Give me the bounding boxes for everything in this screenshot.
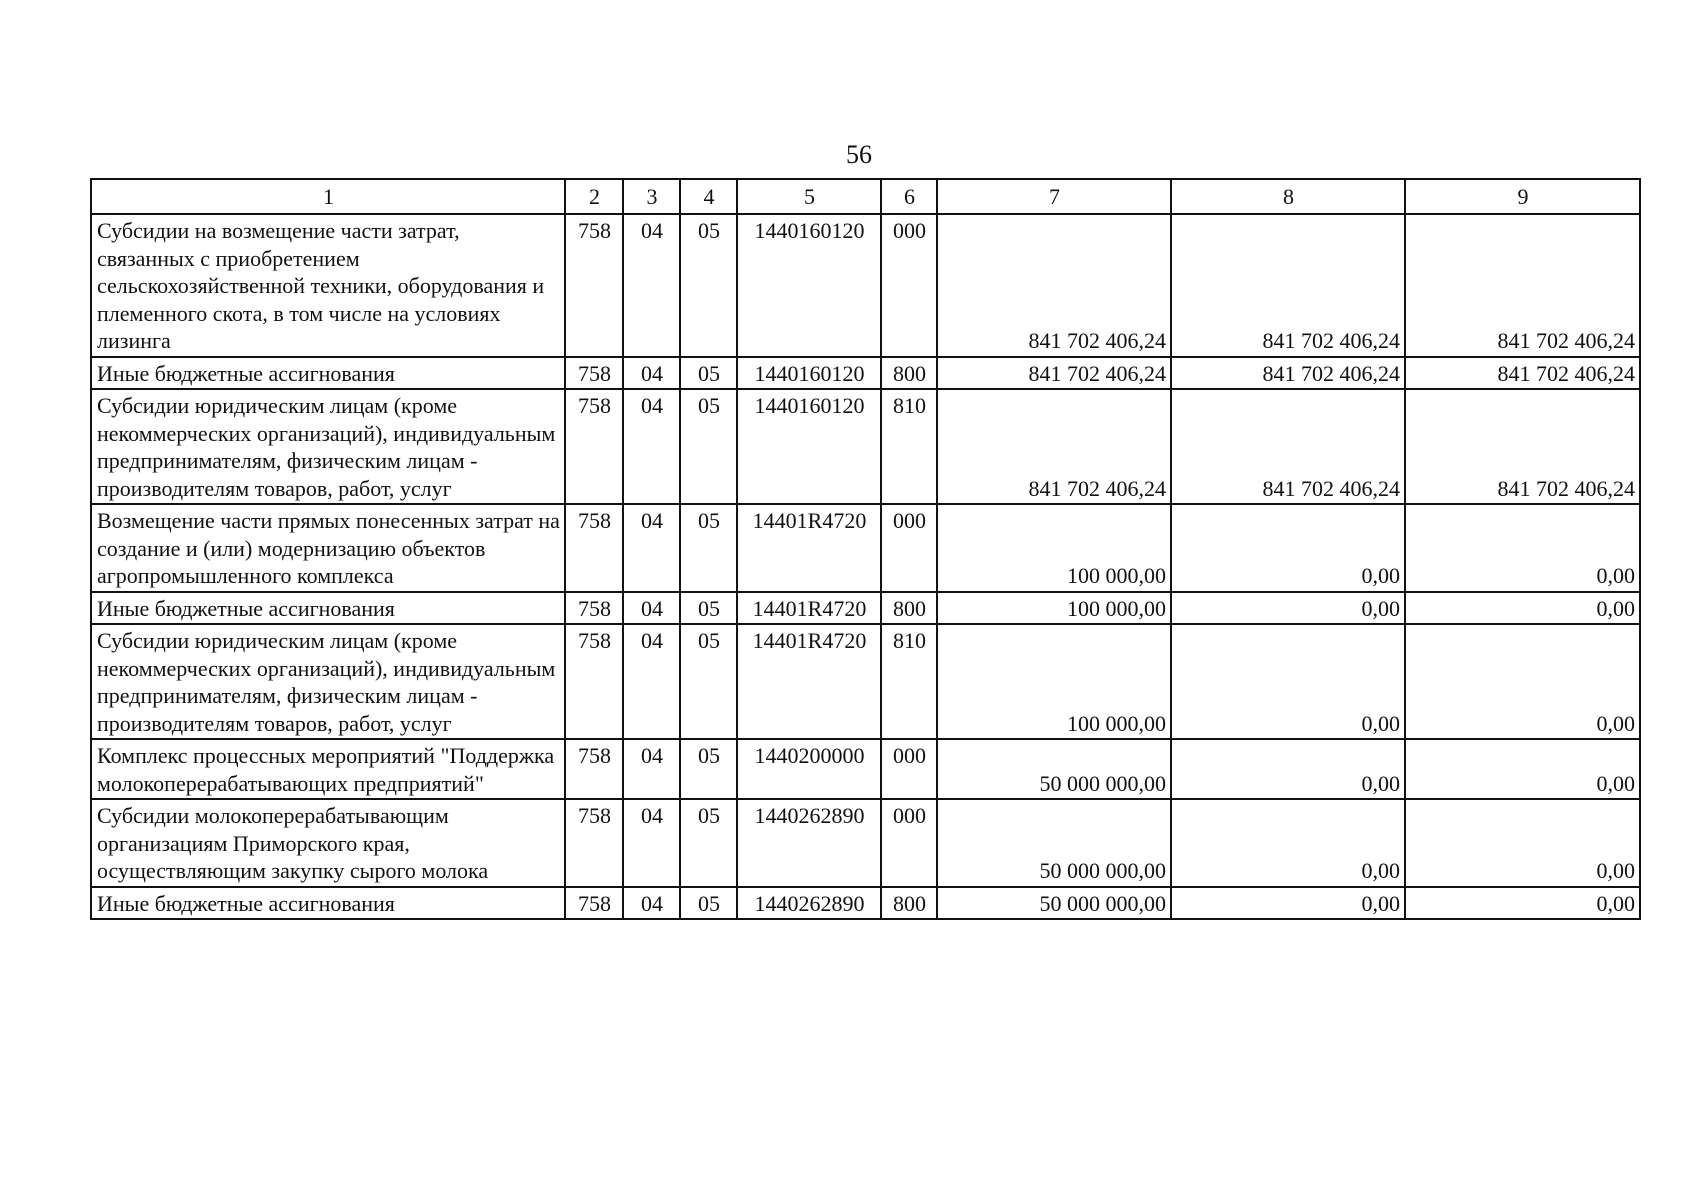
table-row — [91, 799, 1640, 887]
target-article-code: 1440262890 — [737, 799, 881, 887]
target-article-code: 1440160120 — [737, 214, 881, 357]
section-code: 04 — [623, 389, 680, 504]
section-code: 04 — [623, 624, 680, 739]
column-header: 7 — [937, 179, 1171, 214]
subsection-code: 05 — [680, 357, 737, 390]
expense-type-code: 800 — [881, 887, 937, 920]
amount-col9: 0,00 — [1405, 739, 1640, 799]
expense-type-code: 000 — [881, 214, 937, 357]
amount-col8: 0,00 — [1171, 624, 1405, 739]
chapter-code: 758 — [565, 357, 623, 390]
amount-col8: 0,00 — [1171, 887, 1405, 920]
target-article-code: 1440160120 — [737, 357, 881, 390]
column-header: 3 — [623, 179, 680, 214]
expense-type-code: 810 — [881, 624, 937, 739]
amount-col8: 0,00 — [1171, 799, 1405, 887]
target-article-code: 14401R4720 — [737, 504, 881, 592]
chapter-code: 758 — [565, 214, 623, 357]
column-header: 5 — [737, 179, 881, 214]
row-name: Субсидии молокоперерабатывающим организациям Приморского края, осуществляющим закупку сырого молока — [91, 799, 565, 887]
target-article-code: 1440200000 — [737, 739, 881, 799]
table-row — [91, 214, 1640, 357]
chapter-code: 758 — [565, 739, 623, 799]
amount-col7: 100 000,00 — [937, 504, 1171, 592]
subsection-code: 05 — [680, 739, 737, 799]
subsection-code: 05 — [680, 592, 737, 625]
amount-col8: 0,00 — [1171, 504, 1405, 592]
expense-type-code: 800 — [881, 592, 937, 625]
expense-type-code: 810 — [881, 389, 937, 504]
row-name: Субсидии юридическим лицам (кроме некоммерческих организаций), индивидуальным предпринимателям, физическим лицам - производителям товаров, работ, услуг — [91, 624, 565, 739]
amount-col9: 0,00 — [1405, 504, 1640, 592]
amount-col9: 0,00 — [1405, 592, 1640, 625]
section-code: 04 — [623, 739, 680, 799]
amount-col7: 841 702 406,24 — [937, 214, 1171, 357]
subsection-code: 05 — [680, 887, 737, 920]
column-header: 1 — [91, 179, 565, 214]
row-name: Субсидии юридическим лицам (кроме некоммерческих организаций), индивидуальным предпринимателям, физическим лицам - производителям товаров, работ, услуг — [91, 389, 565, 504]
amount-col7: 841 702 406,24 — [937, 357, 1171, 390]
column-header: 9 — [1405, 179, 1640, 214]
target-article-code: 14401R4720 — [737, 592, 881, 625]
section-code: 04 — [623, 504, 680, 592]
amount-col9: 841 702 406,24 — [1405, 357, 1640, 390]
row-name: Иные бюджетные ассигнования — [91, 887, 565, 920]
table-row — [91, 887, 1640, 920]
amount-col7: 841 702 406,24 — [937, 389, 1171, 504]
section-code: 04 — [623, 799, 680, 887]
amount-col7: 100 000,00 — [937, 592, 1171, 625]
table-body — [91, 214, 1640, 919]
table-row — [91, 592, 1640, 625]
section-code: 04 — [623, 357, 680, 390]
table-row — [91, 504, 1640, 592]
amount-col8: 841 702 406,24 — [1171, 357, 1405, 390]
chapter-code: 758 — [565, 504, 623, 592]
amount-col9: 0,00 — [1405, 624, 1640, 739]
amount-col7: 50 000 000,00 — [937, 799, 1171, 887]
row-name: Комплекс процессных мероприятий "Поддержка молокоперерабатывающих предприятий" — [91, 739, 565, 799]
column-header: 4 — [680, 179, 737, 214]
subsection-code: 05 — [680, 389, 737, 504]
subsection-code: 05 — [680, 799, 737, 887]
amount-col8: 0,00 — [1171, 592, 1405, 625]
amount-col7: 100 000,00 — [937, 624, 1171, 739]
target-article-code: 14401R4720 — [737, 624, 881, 739]
amount-col8: 841 702 406,24 — [1171, 389, 1405, 504]
subsection-code: 05 — [680, 214, 737, 357]
chapter-code: 758 — [565, 592, 623, 625]
budget-table — [90, 178, 1641, 920]
amount-col9: 0,00 — [1405, 799, 1640, 887]
chapter-code: 758 — [565, 389, 623, 504]
table-header-row — [91, 179, 1640, 214]
row-name: Возмещение части прямых понесенных затрат на создание и (или) модернизацию объектов агропромышленного комплекса — [91, 504, 565, 592]
subsection-code: 05 — [680, 624, 737, 739]
amount-col9: 841 702 406,24 — [1405, 214, 1640, 357]
expense-type-code: 000 — [881, 799, 937, 887]
expense-type-code: 000 — [881, 739, 937, 799]
subsection-code: 05 — [680, 504, 737, 592]
row-name: Иные бюджетные ассигнования — [91, 357, 565, 390]
column-header: 6 — [881, 179, 937, 214]
column-header: 8 — [1171, 179, 1405, 214]
chapter-code: 758 — [565, 624, 623, 739]
row-name: Субсидии на возмещение части затрат, связанных с приобретением сельскохозяйственной техники, оборудования и племенного скота, в том числе на условиях лизинга — [91, 214, 565, 357]
table-row — [91, 624, 1640, 739]
expense-type-code: 800 — [881, 357, 937, 390]
target-article-code: 1440160120 — [737, 389, 881, 504]
chapter-code: 758 — [565, 799, 623, 887]
chapter-code: 758 — [565, 887, 623, 920]
amount-col9: 841 702 406,24 — [1405, 389, 1640, 504]
amount-col7: 50 000 000,00 — [937, 887, 1171, 920]
section-code: 04 — [623, 887, 680, 920]
amount-col8: 0,00 — [1171, 739, 1405, 799]
page-number: 56 — [846, 140, 872, 169]
amount-col7: 50 000 000,00 — [937, 739, 1171, 799]
table-row — [91, 357, 1640, 390]
section-code: 04 — [623, 214, 680, 357]
section-code: 04 — [623, 592, 680, 625]
expense-type-code: 000 — [881, 504, 937, 592]
target-article-code: 1440262890 — [737, 887, 881, 920]
amount-col8: 841 702 406,24 — [1171, 214, 1405, 357]
column-header: 2 — [565, 179, 623, 214]
table-row — [91, 389, 1640, 504]
amount-col9: 0,00 — [1405, 887, 1640, 920]
table-row — [91, 739, 1640, 799]
row-name: Иные бюджетные ассигнования — [91, 592, 565, 625]
